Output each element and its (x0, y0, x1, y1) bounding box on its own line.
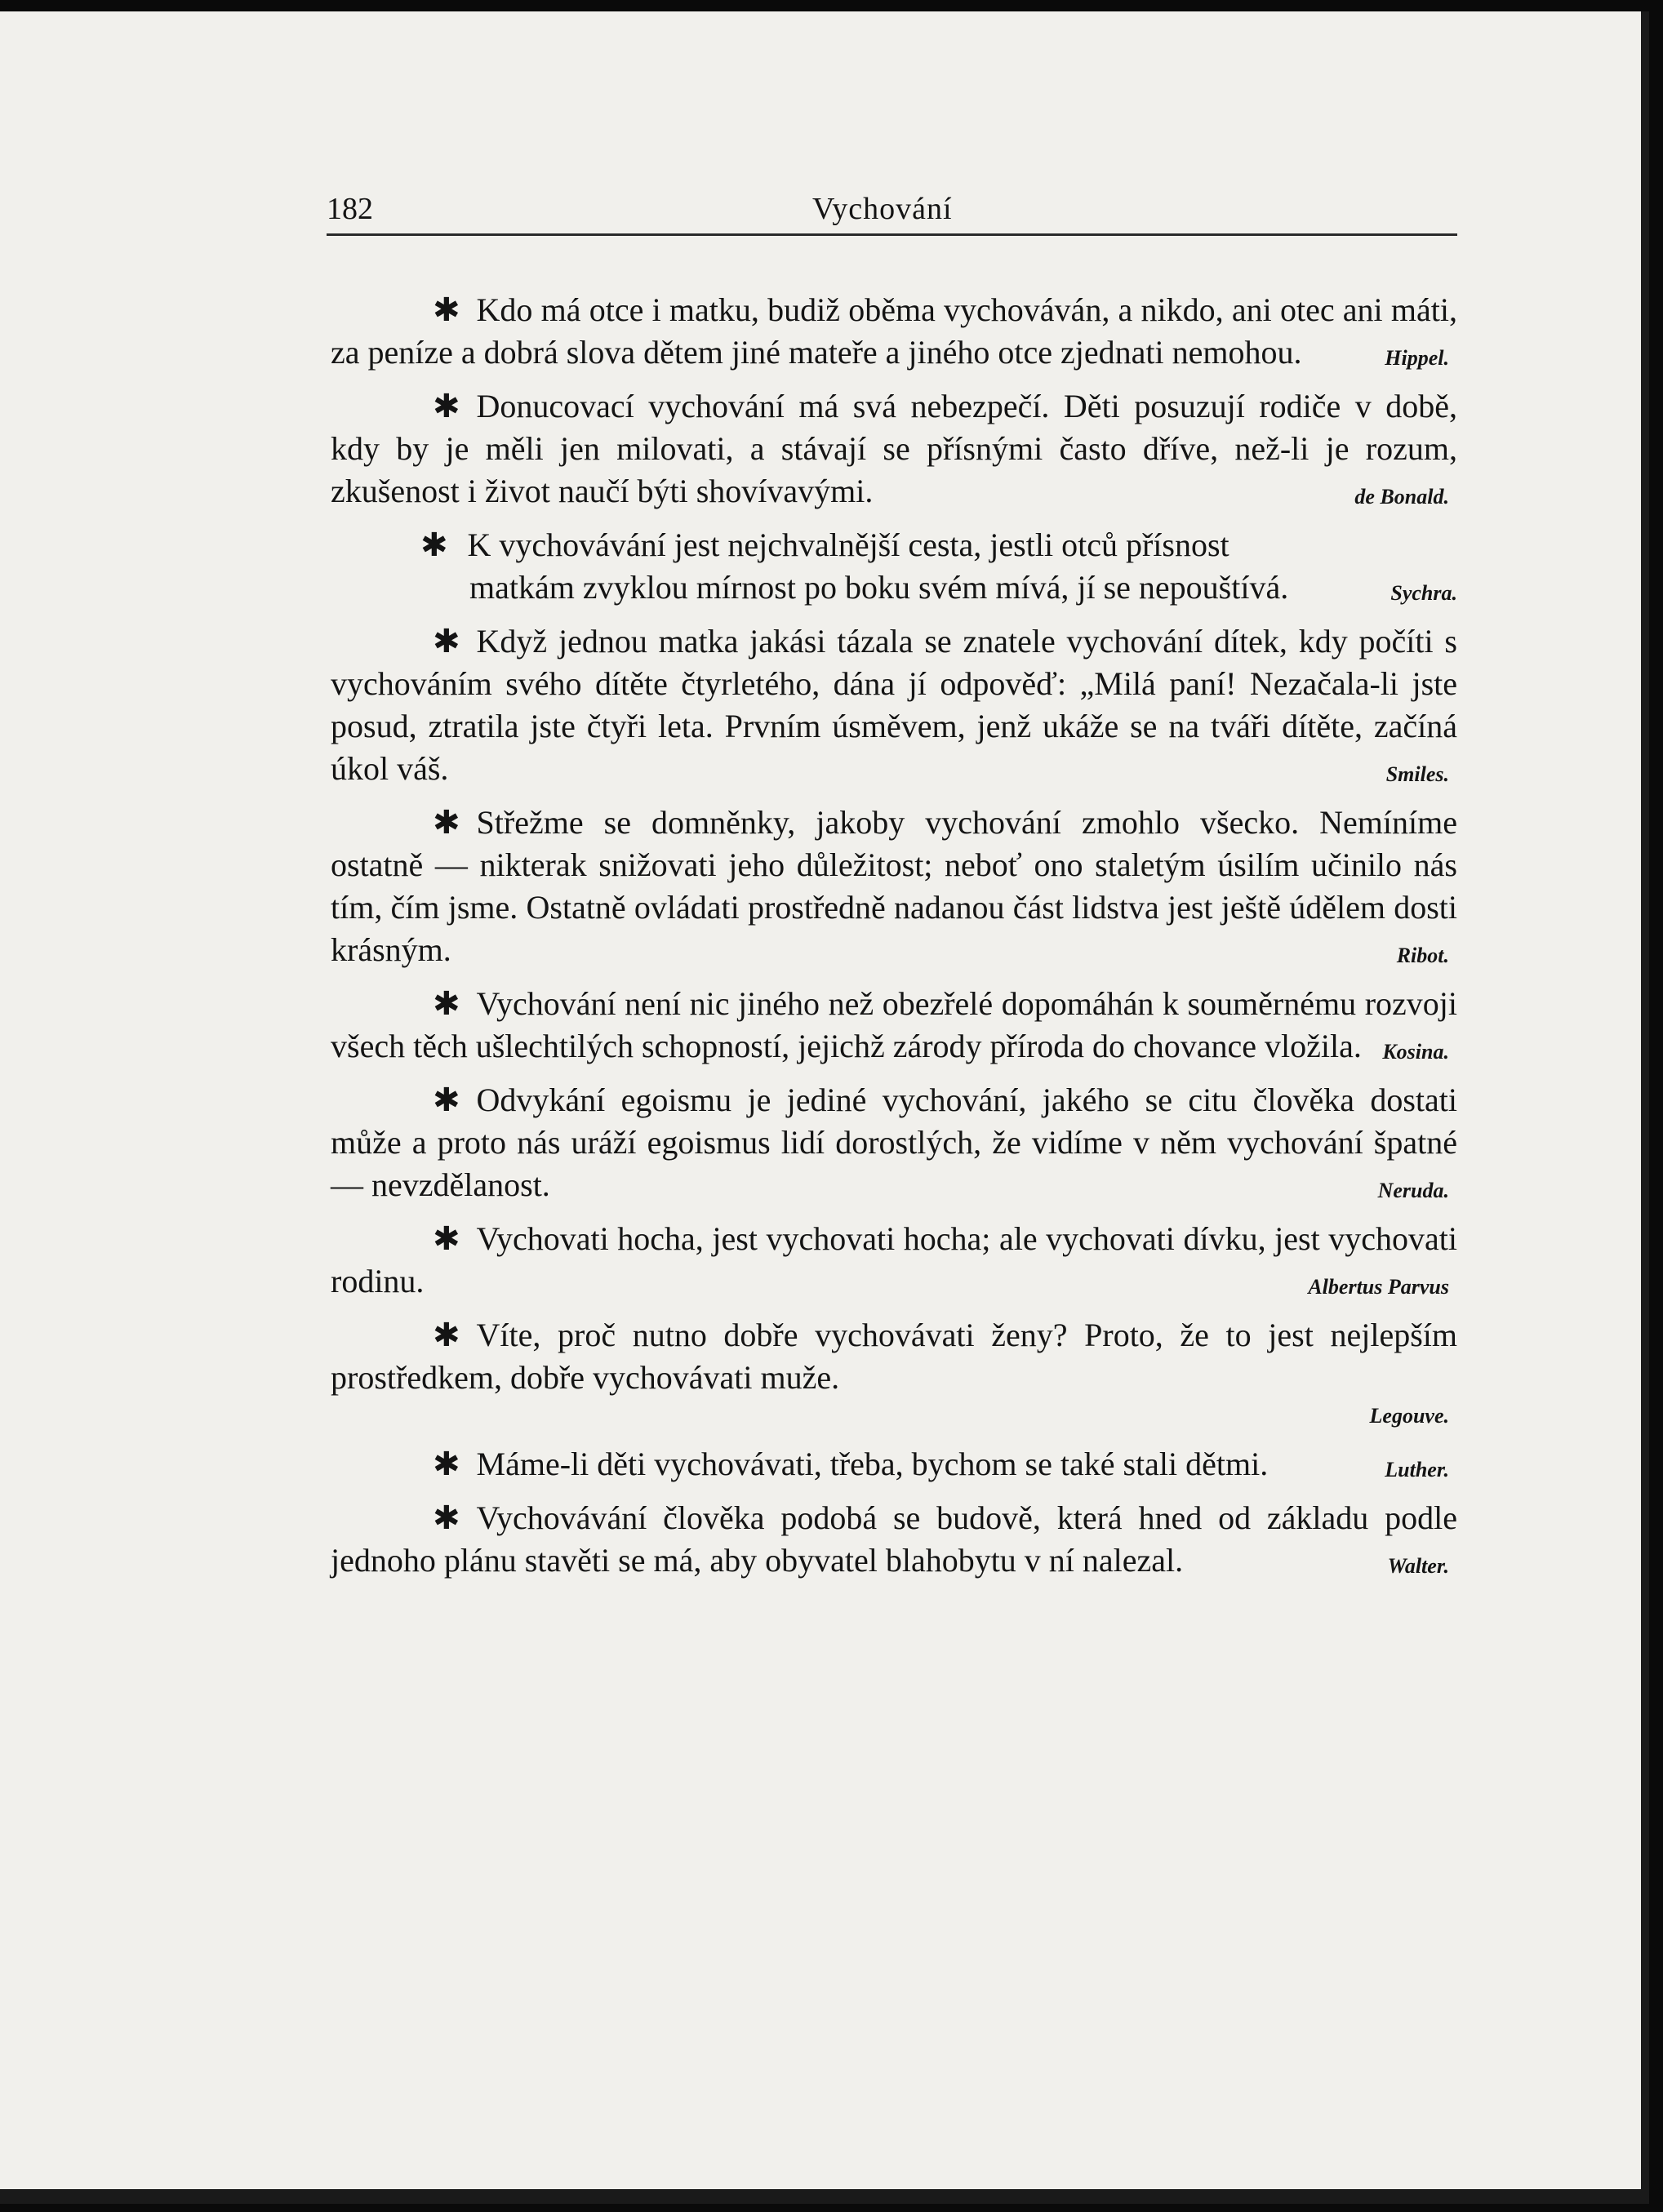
asterisk-icon: ✱ (433, 1317, 460, 1354)
quotation-text: Máme-li děti vychovávati, třeba, bychom se také stali dětmi. (476, 1446, 1269, 1482)
quotation-list (331, 289, 1457, 1593)
quotation-author: de Bonald. (1354, 485, 1449, 509)
quotation-text: Střežme se domněnky, jakoby vychování zmohlo všecko. Nemíníme ostatně — nikterak snižovati jeho důležitost; neboť ono staletým úsilím učinilo nás tím, čím jsme. Ostatně ovládati prostředně nadanou část lidstva jest ještě údělem dosti krásným. (331, 804, 1457, 968)
book-page (0, 11, 1649, 2204)
asterisk-icon: ✱ (433, 623, 460, 660)
quotation-text: Kdo má otce i matku, budiž oběma vychováván, a nikdo, ani otec ani máti, za peníze a dobrá slova dětem jiné mateře a jiného otce zjednati nemohou. (331, 291, 1457, 371)
quotation (331, 1218, 1457, 1303)
quotation-author: Sychra. (1390, 581, 1457, 605)
quotation-author: Ribot. (1396, 944, 1449, 967)
asterisk-icon: ✱ (433, 291, 460, 329)
quotation-author: Legouve. (1369, 1404, 1449, 1428)
quotation-text: Vychovávání člověka podobá se budově, která hned od základu podle jednoho plánu stavěti se má, aby obyvatel blahobytu v ní nalezal. (331, 1499, 1457, 1579)
quotation-author: Albertus Parvus (1308, 1275, 1449, 1299)
quotation (331, 1314, 1457, 1432)
header-rule (327, 233, 1457, 236)
quotation-author: Hippel. (1385, 346, 1449, 370)
asterisk-icon: ✱ (433, 1499, 460, 1537)
quotation (331, 385, 1457, 513)
quotation-author: Smiles. (1385, 762, 1449, 786)
asterisk-icon: ✱ (433, 985, 460, 1023)
quotation (331, 802, 1457, 971)
quotation-text: Vychování není nic jiného než obezřelé dopomáhán k souměrnému rozvoji všech těch ušlechtilých schopností, jejichž zárody příroda do chovance vložila. (331, 985, 1457, 1064)
quotation-text: Vychovati hocha, jest vychovati hocha; ale vychovati dívku, jest vychovati rodinu. (331, 1220, 1457, 1299)
asterisk-icon: ✱ (433, 1446, 460, 1483)
quotation (331, 289, 1457, 374)
quotation (331, 1079, 1457, 1206)
quotation-author: Walter. (1387, 1554, 1449, 1578)
quotation-text: Odvykání egoismu je jediné vychování, jakého se citu člověka dostati může a proto nás uráží egoismus lidí dorostlých, že vidíme v něm vychování špatné — nevzdělanost. (331, 1082, 1457, 1203)
asterisk-icon: ✱ (433, 1082, 460, 1119)
quotation-text: Donucovací vychování má svá nebezpečí. Děti posuzují rodiče v době, kdy by je měli jen milovati, a stávají se přísnými často dříve, než-li je rozum, zkušenost i život naučí býti shovívavými. (331, 388, 1457, 509)
quotation (331, 983, 1457, 1068)
running-title: Vychování (812, 192, 953, 226)
quotation (331, 1443, 1457, 1486)
asterisk-icon: ✱ (433, 1220, 460, 1258)
quotation-text: Víte, proč nutno dobře vychovávati ženy? Proto, že to jest nejlepším prostředkem, dobře vychovávati muže. (331, 1317, 1457, 1396)
quotation-text: Když jednou matka jakási tázala se znatele vychování dítek, kdy počíti s vychováním svého dítěte čtyrletého, dána jí odpověď: „Milá paní! Nezačala-li jste posud, ztratila jste čtyři leta. Prvním úsměvem, jenž ukáže se na tváři dítěte, začíná úkol váš. (331, 623, 1457, 787)
quotation-text: K vychovávání jest nejchvalnější cesta, jestli otců přísnost matkám zvyklou mírnost po boku svém mívá, jí se nepouštívá. (467, 526, 1289, 606)
quotation-author: Neruda. (1377, 1179, 1449, 1202)
quotation (331, 620, 1457, 790)
page-number: 182 (327, 192, 373, 226)
asterisk-icon: ✱ (420, 526, 448, 564)
quotation-author: Luther. (1385, 1458, 1449, 1481)
page-header (327, 191, 1457, 238)
quotation (420, 524, 1457, 609)
quotation-author: Kosina. (1382, 1040, 1449, 1064)
asterisk-icon: ✱ (433, 804, 460, 842)
quotation (331, 1497, 1457, 1582)
asterisk-icon: ✱ (433, 388, 460, 425)
